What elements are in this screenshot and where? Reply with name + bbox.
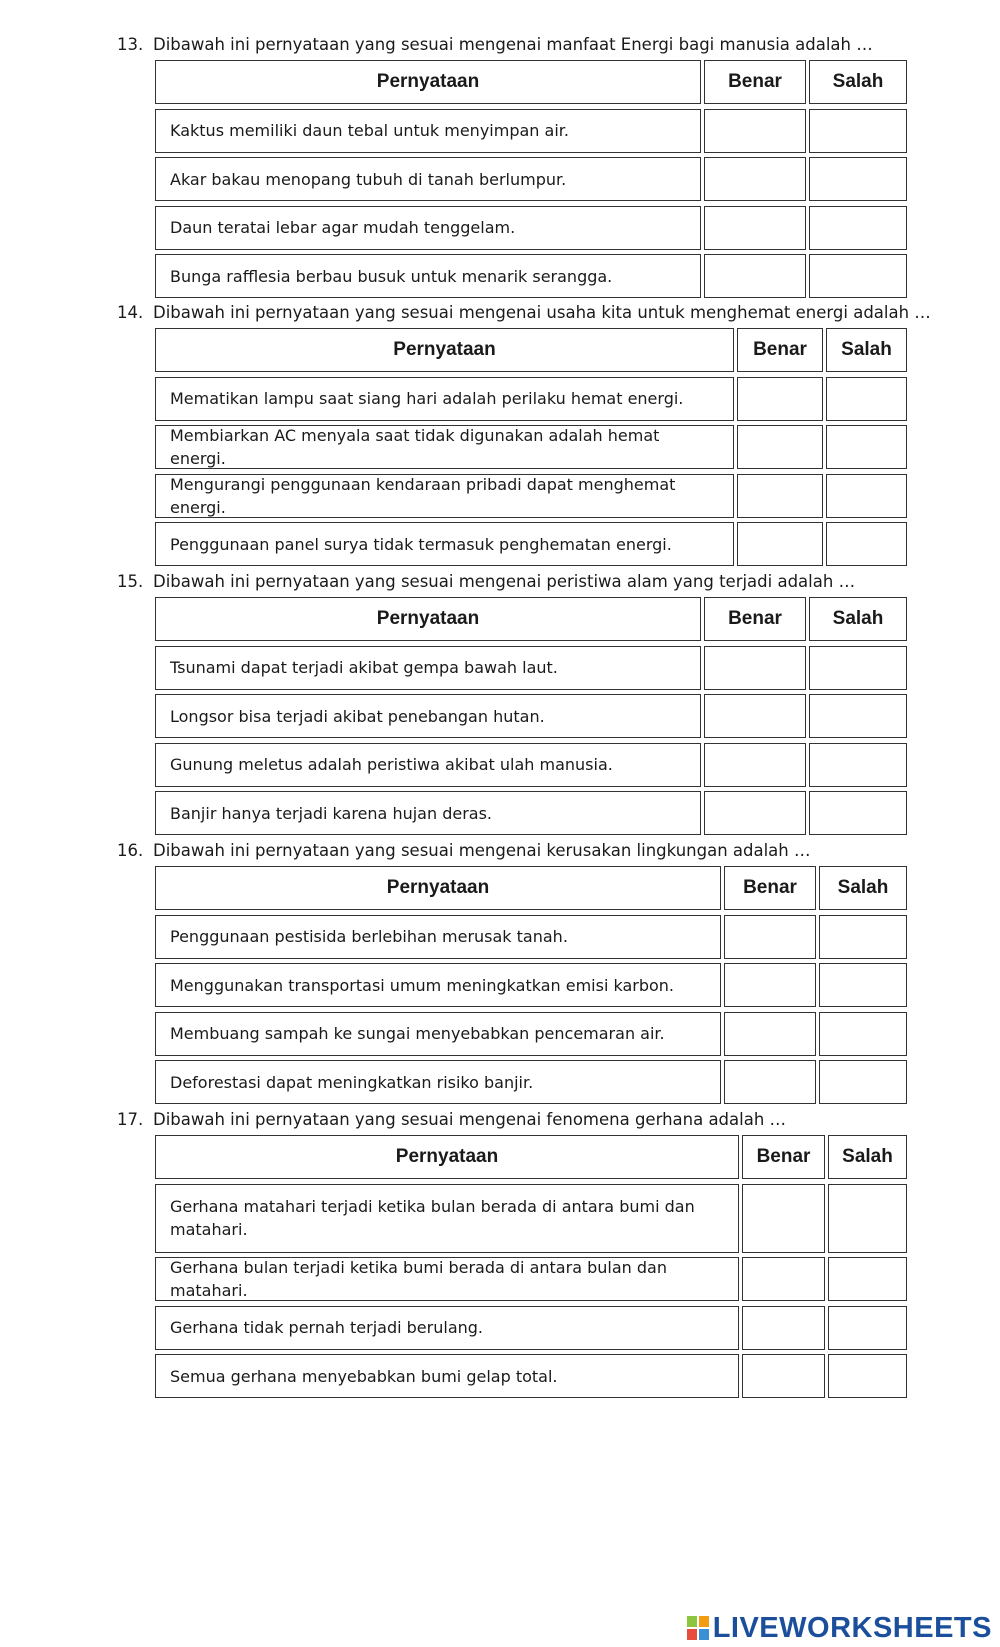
header-benar: Benar bbox=[742, 1135, 825, 1179]
answer-benar-box[interactable] bbox=[704, 743, 806, 787]
statement-text: Mengurangi penggunaan kendaraan pribadi dapat menghemat energi. bbox=[155, 474, 734, 518]
answer-benar-box[interactable] bbox=[742, 1354, 825, 1398]
header-salah: Salah bbox=[826, 328, 907, 372]
answer-salah-box[interactable] bbox=[809, 157, 907, 201]
statement-text: Bunga rafflesia berbau busuk untuk menarik serangga. bbox=[155, 254, 701, 298]
answer-benar-box[interactable] bbox=[704, 109, 806, 153]
statement-text: Gerhana bulan terjadi ketika bumi berada di antara bulan dan matahari. bbox=[155, 1257, 739, 1301]
statement-text: Semua gerhana menyebabkan bumi gelap total. bbox=[155, 1354, 739, 1398]
header-salah: Salah bbox=[809, 597, 907, 641]
answer-salah-box[interactable] bbox=[828, 1306, 907, 1350]
answer-salah-box[interactable] bbox=[828, 1184, 907, 1253]
answer-benar-box[interactable] bbox=[704, 791, 806, 835]
question-title bbox=[117, 298, 931, 328]
statement-text: Mematikan lampu saat siang hari adalah perilaku hemat energi. bbox=[155, 377, 734, 421]
answer-benar-box[interactable] bbox=[704, 254, 806, 298]
statement-text: Banjir hanya terjadi karena hujan deras. bbox=[155, 791, 701, 835]
question-number: 14. bbox=[117, 303, 144, 322]
question-number: 16. bbox=[117, 841, 144, 860]
table-header-row bbox=[155, 60, 949, 109]
statement-table bbox=[155, 597, 949, 840]
table-row bbox=[155, 1306, 949, 1355]
answer-benar-box[interactable] bbox=[737, 377, 823, 421]
answer-salah-box[interactable] bbox=[809, 743, 907, 787]
table-row bbox=[155, 206, 949, 255]
question-title bbox=[117, 1105, 786, 1135]
header-pernyataan: Pernyataan bbox=[155, 597, 701, 641]
question-title bbox=[117, 836, 811, 866]
table-row bbox=[155, 377, 949, 426]
question-text: Dibawah ini pernyataan yang sesuai mengenai usaha kita untuk menghemat energi adalah … bbox=[153, 303, 931, 322]
table-row bbox=[155, 963, 949, 1012]
statement-text: Deforestasi dapat meningkatkan risiko banjir. bbox=[155, 1060, 721, 1104]
table-row bbox=[155, 646, 949, 695]
answer-salah-box[interactable] bbox=[809, 646, 907, 690]
answer-salah-box[interactable] bbox=[819, 1012, 907, 1056]
question-text: Dibawah ini pernyataan yang sesuai mengenai kerusakan lingkungan adalah … bbox=[153, 841, 811, 860]
answer-benar-box[interactable] bbox=[704, 646, 806, 690]
answer-salah-box[interactable] bbox=[826, 522, 907, 566]
question-title bbox=[117, 567, 855, 597]
question-number: 17. bbox=[117, 1110, 144, 1129]
table-row bbox=[155, 743, 949, 792]
header-pernyataan: Pernyataan bbox=[155, 1135, 739, 1179]
question-number: 15. bbox=[117, 572, 144, 591]
brand-name: LIVEWORKSHEETS bbox=[712, 1611, 992, 1644]
table-row bbox=[155, 425, 949, 474]
table-row bbox=[155, 1257, 949, 1306]
answer-benar-box[interactable] bbox=[724, 915, 816, 959]
table-row bbox=[155, 915, 949, 964]
answer-salah-box[interactable] bbox=[809, 694, 907, 738]
question-text: Dibawah ini pernyataan yang sesuai mengenai peristiwa alam yang terjadi adalah … bbox=[153, 572, 856, 591]
header-benar: Benar bbox=[724, 866, 816, 910]
table-row bbox=[155, 254, 949, 303]
statement-text: Gerhana tidak pernah terjadi berulang. bbox=[155, 1306, 739, 1350]
table-row bbox=[155, 791, 949, 840]
answer-benar-box[interactable] bbox=[737, 474, 823, 518]
statement-text: Menggunakan transportasi umum meningkatkan emisi karbon. bbox=[155, 963, 721, 1007]
table-header-row bbox=[155, 597, 949, 646]
header-pernyataan: Pernyataan bbox=[155, 328, 734, 372]
statement-text: Penggunaan panel surya tidak termasuk penghematan energi. bbox=[155, 522, 734, 566]
answer-benar-box[interactable] bbox=[737, 522, 823, 566]
answer-salah-box[interactable] bbox=[819, 963, 907, 1007]
statement-text: Tsunami dapat terjadi akibat gempa bawah laut. bbox=[155, 646, 701, 690]
question-text: Dibawah ini pernyataan yang sesuai mengenai manfaat Energi bagi manusia adalah … bbox=[153, 35, 873, 54]
table-header-row bbox=[155, 328, 949, 377]
statement-table bbox=[155, 1135, 949, 1403]
answer-salah-box[interactable] bbox=[826, 377, 907, 421]
statement-table bbox=[155, 866, 949, 1109]
answer-salah-box[interactable] bbox=[828, 1257, 907, 1301]
answer-benar-box[interactable] bbox=[724, 1012, 816, 1056]
table-header-row bbox=[155, 1135, 949, 1184]
answer-benar-box[interactable] bbox=[742, 1306, 825, 1350]
answer-benar-box[interactable] bbox=[724, 1060, 816, 1104]
statement-text: Daun teratai lebar agar mudah tenggelam. bbox=[155, 206, 701, 250]
question-text: Dibawah ini pernyataan yang sesuai mengenai fenomena gerhana adalah … bbox=[153, 1110, 787, 1129]
statement-table bbox=[155, 60, 949, 303]
answer-benar-box[interactable] bbox=[737, 425, 823, 469]
answer-salah-box[interactable] bbox=[809, 791, 907, 835]
answer-salah-box[interactable] bbox=[819, 1060, 907, 1104]
liveworksheets-logo-icon bbox=[687, 1616, 709, 1640]
header-pernyataan: Pernyataan bbox=[155, 866, 721, 910]
table-header-row bbox=[155, 866, 949, 915]
question-title bbox=[117, 30, 873, 60]
answer-benar-box[interactable] bbox=[742, 1257, 825, 1301]
statement-text: Longsor bisa terjadi akibat penebangan hutan. bbox=[155, 694, 701, 738]
header-salah: Salah bbox=[809, 60, 907, 104]
answer-benar-box[interactable] bbox=[704, 206, 806, 250]
table-row bbox=[155, 157, 949, 206]
statement-text: Membiarkan AC menyala saat tidak digunakan adalah hemat energi. bbox=[155, 425, 734, 469]
answer-salah-box[interactable] bbox=[809, 109, 907, 153]
statement-text: Membuang sampah ke sungai menyebabkan pencemaran air. bbox=[155, 1012, 721, 1056]
header-pernyataan: Pernyataan bbox=[155, 60, 701, 104]
answer-salah-box[interactable] bbox=[828, 1354, 907, 1398]
header-salah: Salah bbox=[828, 1135, 907, 1179]
statement-text: Kaktus memiliki daun tebal untuk menyimpan air. bbox=[155, 109, 701, 153]
header-salah: Salah bbox=[819, 866, 907, 910]
answer-benar-box[interactable] bbox=[704, 157, 806, 201]
table-row bbox=[155, 522, 949, 571]
answer-salah-box[interactable] bbox=[826, 474, 907, 518]
header-benar: Benar bbox=[704, 597, 806, 641]
statement-text: Gerhana matahari terjadi ketika bulan berada di antara bumi dan matahari. bbox=[155, 1184, 739, 1253]
table-row bbox=[155, 1184, 949, 1258]
answer-salah-box[interactable] bbox=[826, 425, 907, 469]
question-number: 13. bbox=[117, 35, 144, 54]
table-row bbox=[155, 694, 949, 743]
answer-salah-box[interactable] bbox=[819, 915, 907, 959]
answer-salah-box[interactable] bbox=[809, 254, 907, 298]
statement-text: Gunung meletus adalah peristiwa akibat ulah manusia. bbox=[155, 743, 701, 787]
statement-table bbox=[155, 328, 949, 571]
header-benar: Benar bbox=[737, 328, 823, 372]
liveworksheets-logo bbox=[687, 1612, 992, 1644]
table-row bbox=[155, 1012, 949, 1061]
answer-benar-box[interactable] bbox=[724, 963, 816, 1007]
answer-benar-box[interactable] bbox=[742, 1184, 825, 1253]
answer-salah-box[interactable] bbox=[809, 206, 907, 250]
answer-benar-box[interactable] bbox=[704, 694, 806, 738]
statement-text: Penggunaan pestisida berlebihan merusak tanah. bbox=[155, 915, 721, 959]
table-row bbox=[155, 1060, 949, 1109]
table-row bbox=[155, 109, 949, 158]
table-row bbox=[155, 474, 949, 523]
header-benar: Benar bbox=[704, 60, 806, 104]
statement-text: Akar bakau menopang tubuh di tanah berlumpur. bbox=[155, 157, 701, 201]
table-row bbox=[155, 1354, 949, 1403]
